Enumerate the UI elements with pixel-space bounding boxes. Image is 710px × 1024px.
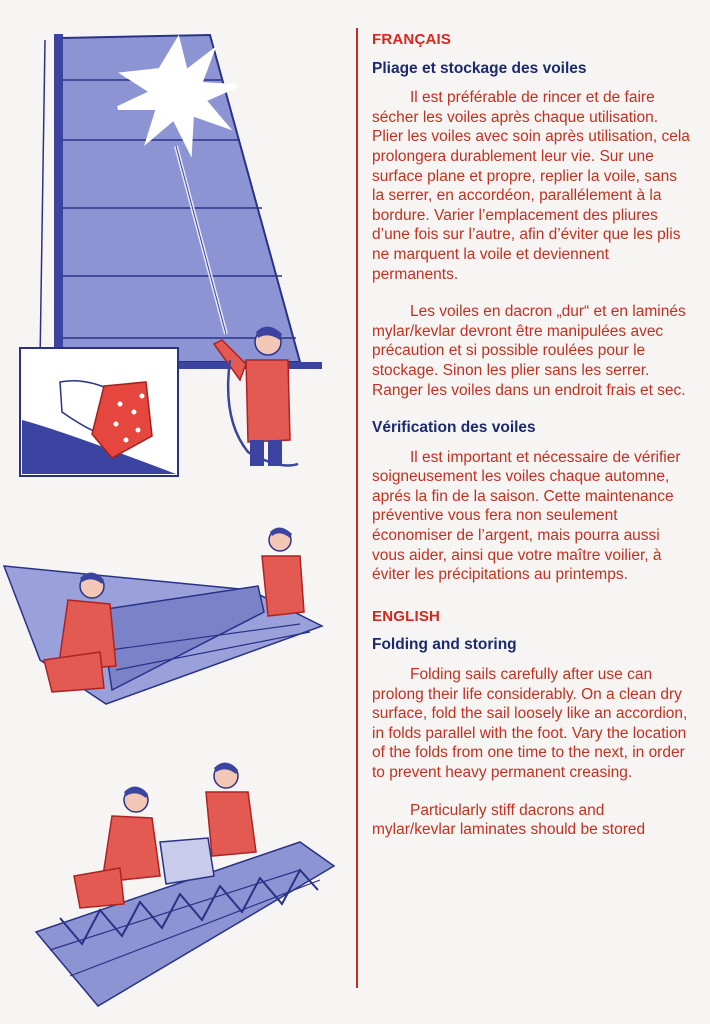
- section-title-folding-storing-fr: Pliage et stockage des voiles: [372, 59, 587, 77]
- folding-sail-illustration: [4, 527, 322, 704]
- accordion-sail-illustration: [36, 762, 334, 1006]
- sail-rinsing-illustration: [20, 34, 322, 476]
- text-column: [372, 30, 690, 858]
- section-title-verification-fr: Vérification des voiles: [372, 419, 536, 437]
- section-title-folding-storing-en: Folding and storing: [372, 636, 517, 654]
- kneeling-man-folding-left: [74, 786, 160, 908]
- paragraph-en-2: Particularly stiff dacrons and mylar/kevlar laminates should be stored: [372, 801, 646, 839]
- language-heading-english: ENGLISH: [372, 607, 441, 625]
- kneeling-man-right: [262, 527, 304, 616]
- paragraph-fr-1: Il est préférable de rincer et de faire sécher les voiles après chaque utilisation. Plier les voiles avec soin après utilisation, cela prolongera durablement leur vie. Sur une surface plane et propre, replier la voile, sans la serrer, en accordéon, parallélement à la bordure. Varier l’emplacement des pliures d’une fois sur l’autre, afin d’éviter que les plis ne marquent la voile et deviennent permanents.: [372, 89, 690, 283]
- sponge-inset: [20, 348, 178, 476]
- column-divider: [356, 28, 358, 988]
- language-heading-french: FRANÇAIS: [372, 31, 452, 48]
- paragraph-en-1: Folding sails carefully after use can prolong their life considerably. On a clean dry surface, fold the sail loosely like an accordion, in folds parallel with the foot. Vary the location of the folds from one time to the next, in order to prevent heavy permanent creasing.: [372, 666, 688, 781]
- paragraph-fr-3: Il est important et nécessaire de vérifier soigneusement les voiles chaque automne, aprés la fin de la saison. Cette maintenance préventive vous fera non seulement économiser de l’argent, mais pourra aussi vous aider, ainsi que votre maître voilier, à éviter les précipitations au printemps.: [372, 448, 681, 584]
- kneeling-man-folding-right: [206, 762, 256, 856]
- illustrations-column: [0, 0, 350, 1024]
- paragraph-fr-2: Les voiles en dacron „dur“ et en laminés mylar/kevlar devront être manipulées avec précaution et si possible roulées pour le stockage. Sinon les plier sans les serrer. Ranger les voiles dans un endroit frais et sec.: [372, 303, 686, 399]
